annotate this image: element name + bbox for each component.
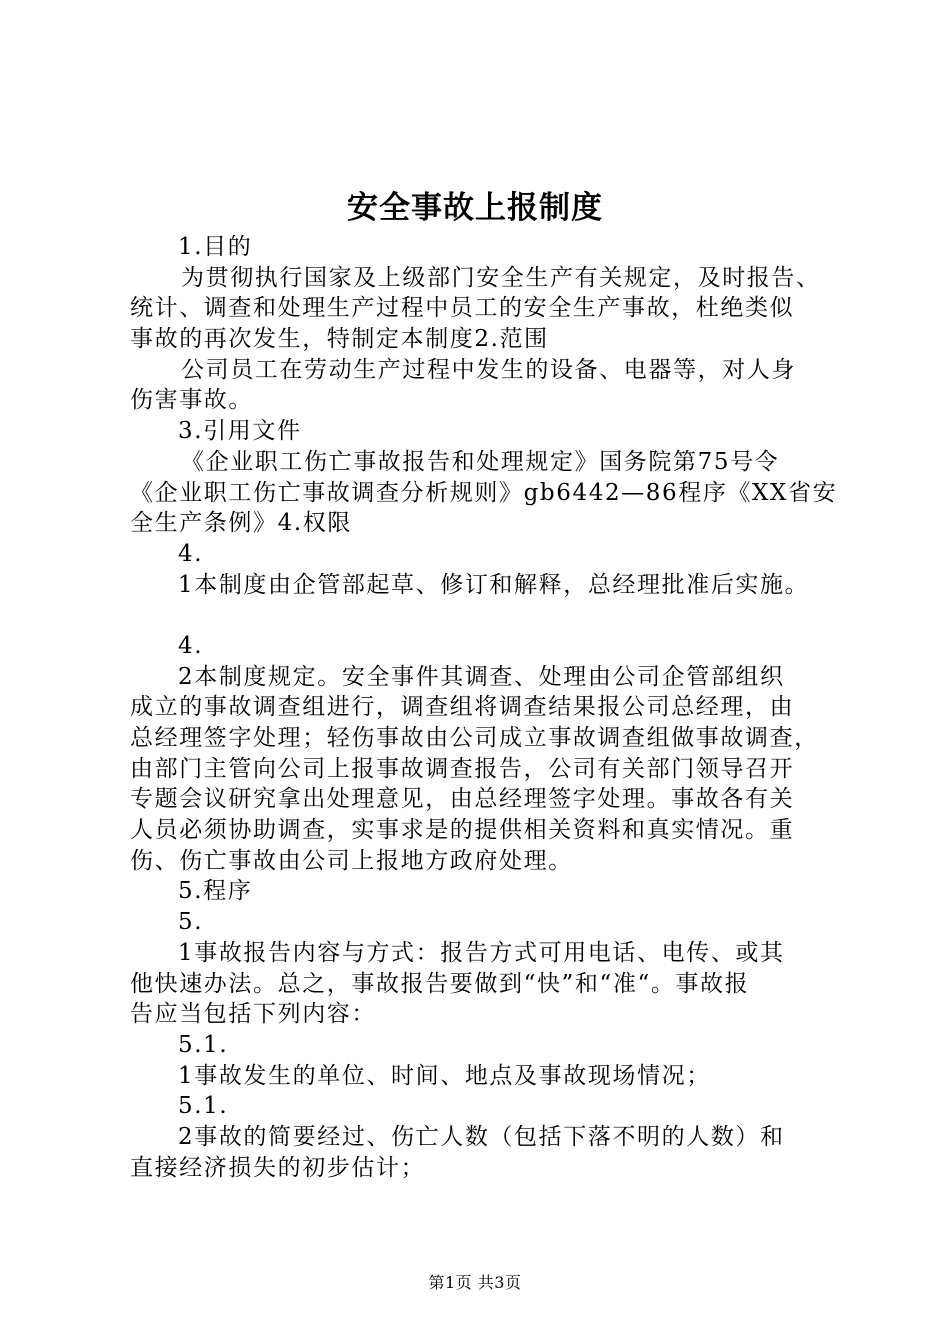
- page-footer: 第1页 共3页: [428, 1273, 522, 1292]
- blank-line: [130, 600, 836, 631]
- paragraph-line: 4.: [178, 540, 204, 567]
- paragraph-line: 统计、调查和处理生产过程中员工的安全生产事故，杜绝类似: [130, 295, 795, 322]
- paragraph-line: 《企业职工伤亡事故报告和处理规定》国务院第75号令: [181, 448, 780, 475]
- paragraph-line: 总经理签字处理；轻伤事故由公司成立事故调查组做事故调查，: [130, 725, 819, 751]
- paragraph-line: 人员必须协助调查，实事求是的提供相关资料和真实情况。重: [130, 817, 795, 844]
- paragraph-line: 全生产条例》4.权限: [130, 510, 352, 537]
- paragraph-line: 为贯彻执行国家及上级部门安全生产有关规定，及时报告、: [181, 264, 821, 291]
- paragraph-line: 5.程序: [178, 878, 253, 905]
- paragraph-line: 他快速办法。总之，事故报告要做到“快”和“准“。事故报: [130, 970, 750, 997]
- paragraph-line: 直接经济损失的初步估计；: [130, 1154, 426, 1181]
- paragraph-line: 5.: [178, 909, 204, 936]
- paragraph-line: 1本制度由企管部起草、修订和解释，总经理批准后实施。: [178, 571, 810, 598]
- paragraph-line: 3.引用文件: [178, 418, 302, 445]
- paragraph-line: 《企业职工伤亡事故调查分析规则》gb6442—86程序《XX省安: [130, 479, 838, 506]
- document-body: [130, 232, 836, 1183]
- paragraph-line: 5.1.: [178, 1093, 229, 1120]
- paragraph-line: 1.目的: [178, 234, 253, 260]
- paragraph-line: 由部门主管向公司上报事故调查报告，公司有关部门领导召开: [130, 755, 795, 782]
- paragraph-line: 伤、伤亡事故由公司上报地方政府处理。: [130, 847, 573, 874]
- paragraph-line: 专题会议研究拿出处理意见，由总经理签字处理。事故各有关: [130, 786, 795, 813]
- paragraph-line: 公司员工在劳动生产过程中发生的设备、电器等，对人身: [181, 356, 796, 383]
- document-title: 安全事故上报制度: [347, 190, 603, 226]
- paragraph-line: 5.1.: [178, 1031, 229, 1058]
- paragraph-line: 成立的事故调查组进行，调查组将调查结果报公司总经理，由: [130, 694, 795, 721]
- paragraph-line: 告应当包括下列内容：: [130, 1001, 376, 1028]
- paragraph-line: 4.: [178, 632, 204, 659]
- paragraph-line: 1事故报告内容与方式：报告方式可用电话、电传、或其: [178, 939, 785, 966]
- paragraph-line: 2事故的简要经过、伤亡人数（包括下落不明的人数）和: [178, 1123, 785, 1150]
- paragraph-line: 1事故发生的单位、时间、地点及事故现场情况；: [178, 1062, 711, 1089]
- paragraph-line: 事故的再次发生，特制定本制度2.范围: [130, 326, 549, 353]
- paragraph-line: 伤害事故。: [130, 387, 253, 414]
- paragraph-line: 2本制度规定。安全事件其调查、处理由公司企管部组织: [178, 663, 785, 690]
